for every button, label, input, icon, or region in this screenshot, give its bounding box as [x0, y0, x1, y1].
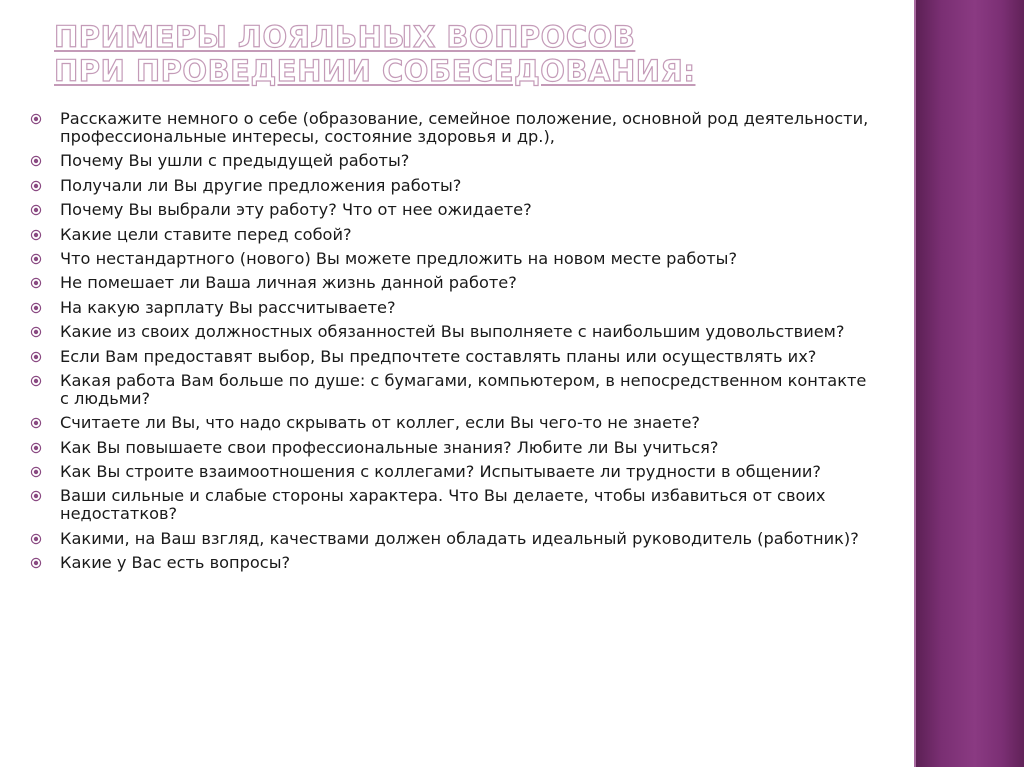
list-item: [30, 463, 880, 481]
list-item-text: Какие цели ставите перед собой?: [60, 224, 352, 244]
list-item: [30, 487, 880, 523]
list-item-text: Не помешает ли Ваша личная жизнь данной работе?: [60, 273, 517, 293]
slide-title-line-2: ПРИ ПРОВЕДЕНИИ СОБЕСЕДОВАНИЯ:: [54, 54, 696, 88]
circle-bullet-icon: [30, 229, 42, 241]
circle-bullet-icon: [30, 113, 42, 125]
circle-bullet-icon: [30, 204, 42, 216]
list-item-text: На какую зарплату Вы рассчитываете?: [60, 297, 396, 317]
decorative-side-band: [914, 0, 1024, 767]
list-item-text: Получали ли Вы другие предложения работы?: [60, 175, 462, 195]
list-item: [30, 177, 880, 195]
circle-bullet-icon: [30, 180, 42, 192]
list-item-text: Что нестандартного (нового) Вы можете предложить на новом месте работы?: [60, 248, 738, 268]
circle-bullet-icon: [30, 155, 42, 167]
circle-bullet-icon: [30, 490, 42, 502]
list-item: [30, 299, 880, 317]
list-item-text: Как Вы повышаете свои профессиональные знания? Любите ли Вы учиться?: [60, 437, 719, 457]
list-item-text: Какие из своих должностных обязанностей Вы выполняете с наибольшим удовольствием?: [60, 322, 845, 342]
circle-bullet-icon: [30, 375, 42, 387]
list-item: [30, 372, 880, 408]
list-item: [30, 152, 880, 170]
list-item-text: Как Вы строите взаимоотношения с коллегами? Испытываете ли трудности в общении?: [60, 462, 821, 482]
list-item-text: Какими, на Ваш взгляд, качествами должен обладать идеальный руководитель (работник)?: [60, 528, 859, 548]
questions-list: [30, 110, 880, 579]
circle-bullet-icon: [30, 277, 42, 289]
list-item-text: Почему Вы выбрали эту работу? Что от нее ожидаете?: [60, 200, 532, 220]
slide-title: [54, 20, 695, 88]
slide-title-line-1: ПРИМЕРЫ ЛОЯЛЬНЫХ ВОПРОСОВ: [54, 20, 636, 54]
list-item: [30, 323, 880, 341]
list-item: [30, 201, 880, 219]
circle-bullet-icon: [30, 417, 42, 429]
list-item: [30, 250, 880, 268]
circle-bullet-icon: [30, 351, 42, 363]
circle-bullet-icon: [30, 326, 42, 338]
circle-bullet-icon: [30, 466, 42, 478]
list-item: [30, 226, 880, 244]
list-item: [30, 348, 880, 366]
circle-bullet-icon: [30, 253, 42, 265]
list-item-text: Считаете ли Вы, что надо скрывать от коллег, если Вы чего-то не знаете?: [60, 413, 701, 433]
list-item-text: Какие у Вас есть вопросы?: [60, 553, 291, 573]
circle-bullet-icon: [30, 442, 42, 454]
circle-bullet-icon: [30, 533, 42, 545]
list-item: [30, 439, 880, 457]
list-item: [30, 554, 880, 572]
list-item-text: Какая работа Вам больше по душе: с бумагами, компьютером, в непосредственном контакте с людьми?: [60, 370, 867, 408]
list-item: [30, 110, 880, 146]
list-item-text: Если Вам предоставят выбор, Вы предпочтете составлять планы или осуществлять их?: [60, 346, 817, 366]
list-item-text: Почему Вы ушли с предыдущей работы?: [60, 151, 410, 171]
list-item: [30, 530, 880, 548]
list-item: [30, 274, 880, 292]
circle-bullet-icon: [30, 557, 42, 569]
circle-bullet-icon: [30, 302, 42, 314]
list-item-text: Ваши сильные и слабые стороны характера. Что Вы делаете, чтобы избавиться от своих недостатков?: [60, 486, 826, 524]
list-item: [30, 414, 880, 432]
list-item-text: Расскажите немного о себе (образование, семейное положение, основной род деятельности, профессиональные интересы, состояние здоровья и др.),: [60, 109, 869, 146]
